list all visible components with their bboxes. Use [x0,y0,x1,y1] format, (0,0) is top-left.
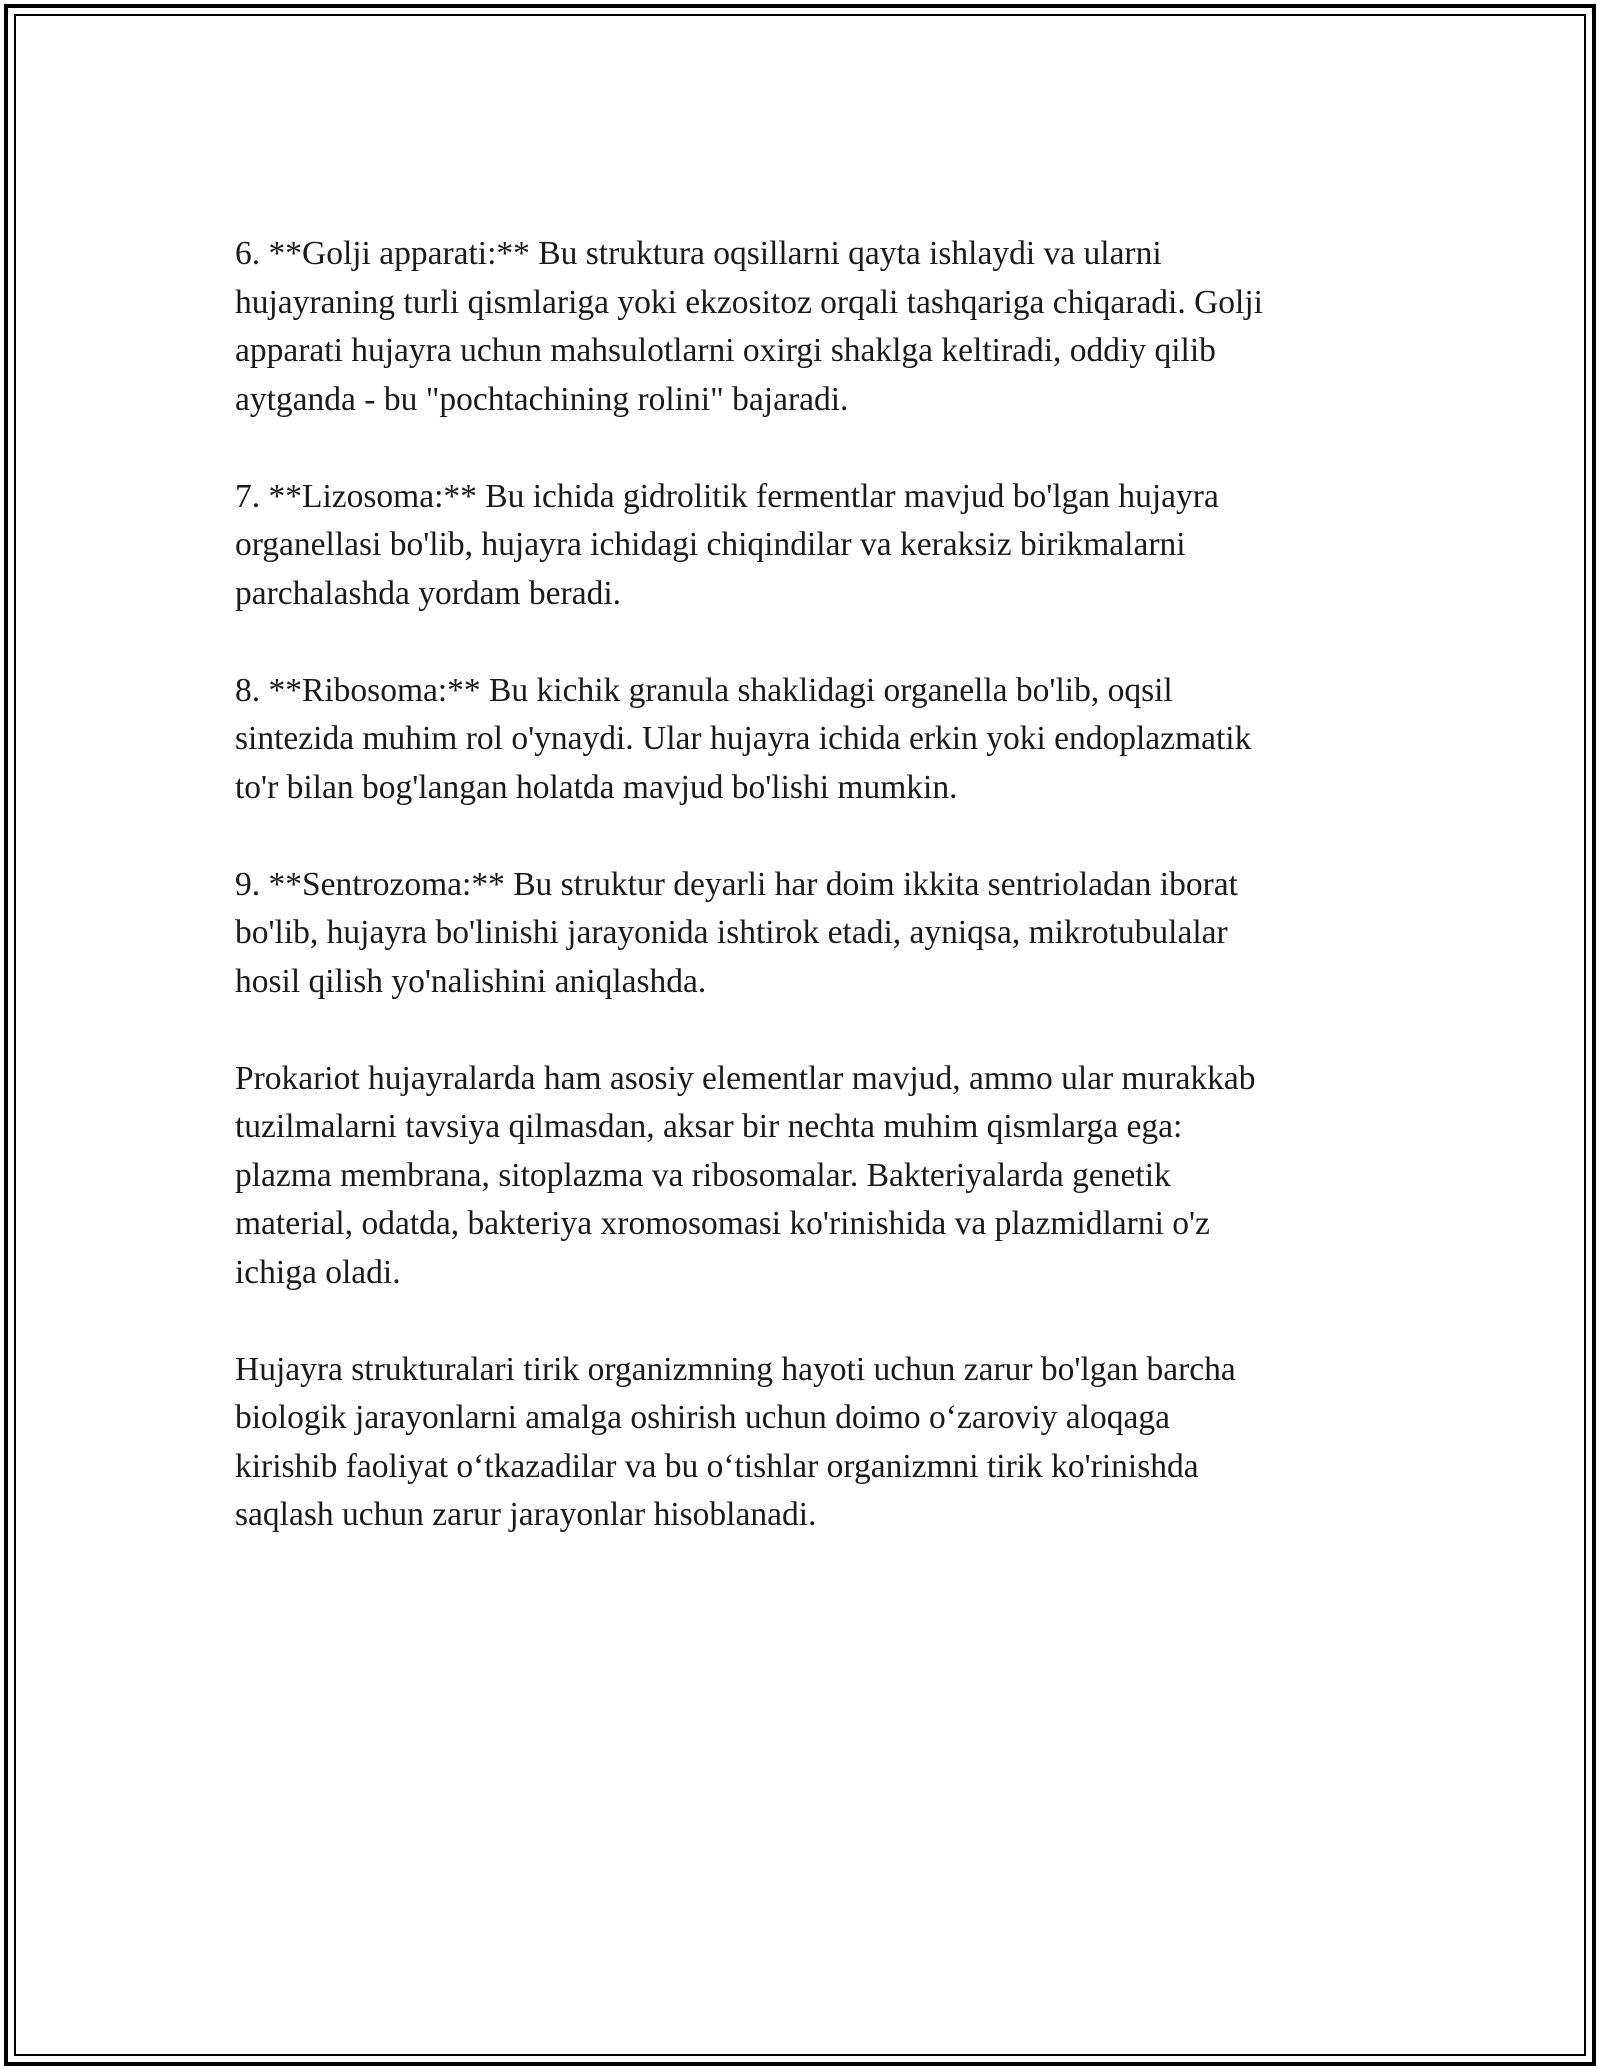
paragraph-sentrozoma: 9. **Sentrozoma:** Bu struktur deyarli har doim ikkita sentrioladan iborat bo'lib, hujayra bo'linishi jarayonida ishtirok etadi, ayniqsa, mikrotubulalar hosil qilish yo'nalishini aniqlashda. [235,865,1238,1000]
paragraph-ribosoma: 8. **Ribosoma:** Bu kichik granula shaklidagi organella bo'lib, oqsil sintezida muhim rol o'ynaydi. Ular hujayra ichida erkin yoki endoplazmatik to'r bilan bog'langan holatda mavjud bo'lishi mumkin. [235,671,1252,806]
paragraph-prokariot: Prokariot hujayralarda ham asosiy elementlar mavjud, ammo ular murakkab tuzilmalarni tavsiya qilmasdan, aksar bir nechta muhim qismlarga ega: plazma membrana, sitoplazma va ribosomalar. Bakteriyalarda genetik material, odatda, bakteriya xromosomasi ko'rinishida va plazmidlarni o'z ichiga oladi. [235,1059,1256,1291]
paragraph-lizosoma: 7. **Lizosoma:** Bu ichida gidrolitik fermentlar mavjud bo'lgan hujayra organellasi bo'lib, hujayra ichidagi chiqindilar va keraksiz birikmalarni parchalashda yordam beradi. [235,477,1219,612]
document-body [235,230,1365,1540]
paragraph-conclusion: Hujayra strukturalari tirik organizmning hayoti uchun zarur bo'lgan barcha biologik jarayonlarni amalga oshirish uchun doimo o‘zaroviy aloqaga kirishib faoliyat o‘tkazadilar va bu o‘tishlar organizmni tirik ko'rinishda saqlash uchun zarur jarayonlar hisoblanadi. [235,1350,1236,1533]
paragraph-golji-apparati: 6. **Golji apparati:** Bu struktura oqsillarni qayta ishlaydi va ularni hujayraning turli qismlariga yoki ekzositoz orqali tashqariga chiqaradi. Golji apparati hujayra uchun mahsulotlarni oxirgi shaklga keltiradi, oddiy qilib aytganda - bu "pochtachining rolini" bajaradi. [235,235,1263,418]
